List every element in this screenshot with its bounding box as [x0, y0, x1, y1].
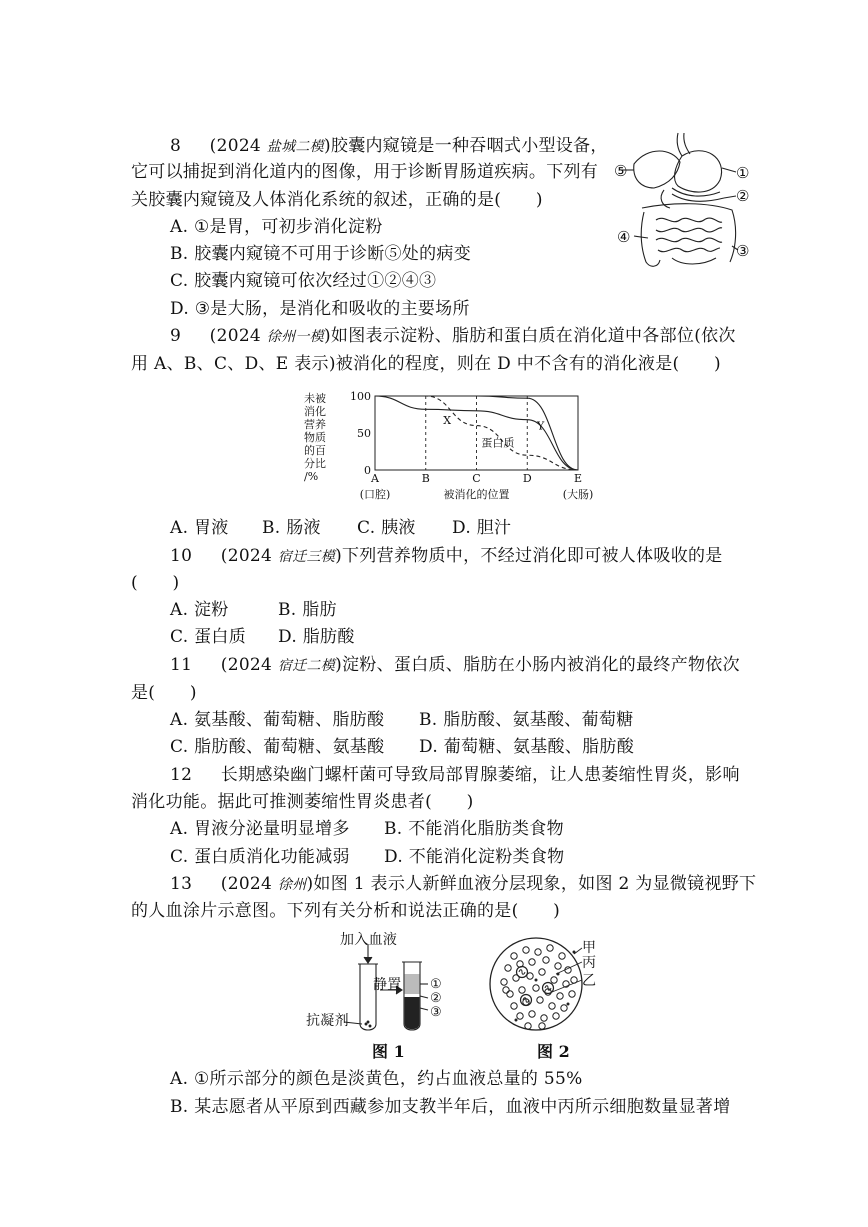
q8-stem-line2: 它可以捕捉到消化道内的图像，用于诊断胃肠道疾病。下列有	[131, 162, 599, 182]
q9-number: 9	[170, 326, 182, 346]
red-blood-cell	[559, 953, 565, 959]
diagram-label-4: ④	[617, 228, 631, 246]
q9-stem-line1	[170, 325, 736, 348]
y-axis-label-line: 的百	[304, 444, 326, 457]
q10-stem-line1	[170, 545, 723, 568]
red-blood-cell	[523, 947, 529, 953]
y-axis-label-line: 分比	[304, 457, 326, 470]
y-axis-label-line: 未被	[304, 392, 326, 405]
x-tick-label: C	[472, 472, 481, 485]
q12-number: 12	[170, 765, 193, 785]
red-blood-cell	[539, 1023, 545, 1029]
q11-stem-text1: )淀粉、蛋白质、脂肪在小肠内被消化的最终产物依次	[335, 655, 740, 675]
fig2-label-bing: 丙	[582, 955, 597, 971]
red-blood-cell	[501, 979, 507, 985]
fig2-label-jia: 甲	[582, 940, 597, 956]
microscope-field	[490, 938, 582, 1030]
q9-option-d: D. 胆汁	[452, 518, 512, 538]
y-axis-label-line: /%	[304, 470, 319, 483]
q10-source: 宿迁三模	[277, 549, 336, 565]
q10-number: 10	[170, 546, 193, 566]
red-blood-cell	[537, 997, 543, 1003]
red-blood-cell	[535, 949, 541, 955]
y-axis-label-line: 消化	[304, 405, 326, 418]
x-sublabel-large-intestine: (大肠)	[562, 488, 594, 501]
x-tick-label: E	[573, 472, 583, 485]
diagram-label-2: ②	[736, 187, 750, 205]
q13-option-b: B. 某志愿者从平原到西藏参加支教半年后，血液中丙所示细胞数量显著增	[170, 1097, 731, 1117]
fig1-label-standing: 静置	[373, 977, 402, 993]
fig1-layer-3: ③	[430, 1005, 442, 1020]
red-blood-cell	[511, 953, 517, 959]
y-tick-label: 0	[364, 464, 371, 477]
red-blood-cell	[507, 991, 513, 997]
q13-stem-text1: )如图 1 表示人新鲜血液分层现象，如图 2 为显微镜视野下	[306, 874, 757, 894]
q8-stem-line3: 关胶囊内窥镜及人体消化系统的叙述，正确的是( )	[131, 190, 543, 210]
q8-option-c: C. 胶囊内窥镜可依次经过①②④③	[170, 271, 437, 291]
red-blood-cell	[529, 1011, 535, 1017]
red-blood-cell	[549, 1003, 555, 1009]
fig1-layer-1: ①	[430, 977, 442, 992]
fig1-label-add-blood: 加入血液	[340, 932, 398, 948]
q10-source-open: (2024	[220, 546, 278, 566]
platelet	[567, 1003, 569, 1005]
q8-stem-text1: )胶囊内窥镜是一种吞咽式小型设备，	[323, 136, 608, 156]
q8-stem-line1	[170, 135, 608, 158]
x-tick-label: B	[421, 472, 430, 485]
q8-option-a: A. ①是胃，可初步消化淀粉	[170, 217, 383, 237]
q10-stem-line2: ( )	[131, 573, 180, 593]
q8-number: 8	[170, 136, 182, 156]
q11-option-a: A. 氨基酸、葡萄糖、脂肪酸	[170, 710, 385, 730]
digestive-system-diagram	[612, 128, 752, 273]
diagram-label-5: ⑤	[614, 162, 628, 180]
fig1-label-anticoagulant: 抗凝剂	[306, 1013, 349, 1029]
red-blood-cell	[569, 991, 575, 997]
red-blood-cell	[557, 993, 563, 999]
red-blood-cell	[541, 1015, 547, 1021]
q13-stem-line2: 的人血涂片示意图。下列有关分析和说法正确的是( )	[131, 901, 561, 921]
white-blood-cell-nucleus	[519, 970, 525, 975]
q11-source-open: (2024	[220, 655, 278, 675]
fig1-caption: 图 1	[372, 1042, 405, 1061]
q9-source: 徐州一模	[266, 329, 324, 345]
q11-number: 11	[170, 655, 193, 675]
q12-option-c: C. 蛋白质消化功能减弱	[170, 847, 350, 867]
q13-source-open: (2024	[220, 874, 278, 894]
red-blood-cell	[519, 987, 525, 993]
q9-option-c: C. 胰液	[357, 518, 416, 538]
x-axis-label: 被消化的位置	[443, 488, 510, 501]
red-blood-cell	[517, 1013, 523, 1019]
q12-option-a: A. 胃液分泌量明显增多	[170, 819, 350, 839]
y-tick-label: 100	[350, 390, 371, 403]
series-label-y: Y	[536, 419, 545, 433]
red-blood-cell	[511, 1003, 517, 1009]
fig2-label-yi: 乙	[582, 973, 597, 989]
q13-number: 13	[170, 874, 193, 894]
x-tick-label: D	[522, 472, 532, 485]
platelet	[573, 951, 575, 953]
q12-option-b: B. 不能消化脂肪类食物	[384, 819, 564, 839]
diagram-label-1: ①	[736, 164, 750, 182]
red-blood-cell	[505, 965, 511, 971]
q10-stem-text1: )下列营养物质中，不经过消化即可被人体吸收的是	[335, 546, 723, 566]
fig1-layer-2: ②	[430, 991, 442, 1006]
q12-stem-line2: 消化功能。据此可推测萎缩性胃炎患者( )	[131, 792, 474, 812]
q12-option-d: D. 不能消化淀粉类食物	[384, 847, 565, 867]
q10-option-b: B. 脂肪	[278, 600, 337, 620]
q9-stem-line2: 用 A、B、C、D、E 表示)被消化的程度，则在 D 中不含有的消化液是( )	[131, 354, 721, 374]
q8-source: 盐城二模	[266, 139, 324, 155]
q13-option-a: A. ①所示部分的颜色是淡黄色，约占血液总量的 55%	[170, 1069, 583, 1089]
q10-option-c: C. 蛋白质	[170, 627, 247, 647]
q11-option-c: C. 脂肪酸、葡萄糖、氨基酸	[170, 737, 385, 757]
platelet	[535, 979, 537, 981]
red-blood-cell	[551, 977, 557, 983]
q11-stem-line1	[170, 654, 740, 677]
q8-option-d: D. ③是大肠，是消化和吸收的主要场所	[170, 299, 470, 319]
y-axis-label-line: 营养	[304, 418, 326, 431]
x-tick-label: A	[371, 472, 379, 485]
y-tick-label: 50	[357, 427, 371, 440]
q11-stem-line2: 是( )	[131, 683, 197, 703]
x-sublabel-mouth: (口腔)	[359, 488, 391, 501]
series-label-protein: 蛋白质	[481, 436, 515, 450]
red-blood-cell	[555, 963, 561, 969]
diagram-label-3: ③	[736, 242, 750, 260]
q13-stem-line1	[170, 873, 756, 896]
platelet	[515, 1019, 517, 1021]
q11-option-d: D. 葡萄糖、氨基酸、脂肪酸	[419, 737, 635, 757]
q9-option-b: B. 肠液	[262, 518, 321, 538]
q13-source: 徐州	[277, 877, 307, 893]
red-blood-cell	[543, 957, 549, 963]
y-axis-label-line: 物质	[304, 431, 326, 444]
digestion-chart	[300, 382, 594, 512]
q10-option-d: D. 脂肪酸	[278, 627, 355, 647]
q11-option-b: B. 脂肪酸、氨基酸、葡萄糖	[419, 710, 634, 730]
q12-stem-text1: 长期感染幽门螺杆菌可导致局部胃腺萎缩，让人患萎缩性胃炎，影响	[220, 765, 740, 785]
series-label-x: X	[443, 414, 452, 428]
q9-source-open: (2024	[209, 326, 267, 346]
red-blood-cell	[539, 969, 545, 975]
red-blood-cell	[561, 1005, 567, 1011]
fig2-caption: 图 2	[537, 1042, 570, 1061]
q12-stem-line1	[170, 764, 740, 786]
red-blood-cell	[503, 987, 509, 993]
q8-source-open: (2024	[209, 136, 267, 156]
red-blood-cell	[533, 985, 539, 991]
red-blood-cell	[547, 945, 553, 951]
q9-option-a: A. 胃液	[170, 518, 229, 538]
q9-stem-text1: )如图表示淀粉、脂肪和蛋白质在消化道中各部位(依次	[323, 326, 736, 346]
red-blood-cell	[525, 1023, 531, 1029]
red-blood-cell	[529, 959, 535, 965]
red-blood-cell	[553, 1013, 559, 1019]
q11-source: 宿迁二模	[277, 658, 336, 674]
q8-option-b: B. 胶囊内窥镜不可用于诊断⑤处的病变	[170, 244, 471, 264]
q10-option-a: A. 淀粉	[170, 600, 229, 620]
